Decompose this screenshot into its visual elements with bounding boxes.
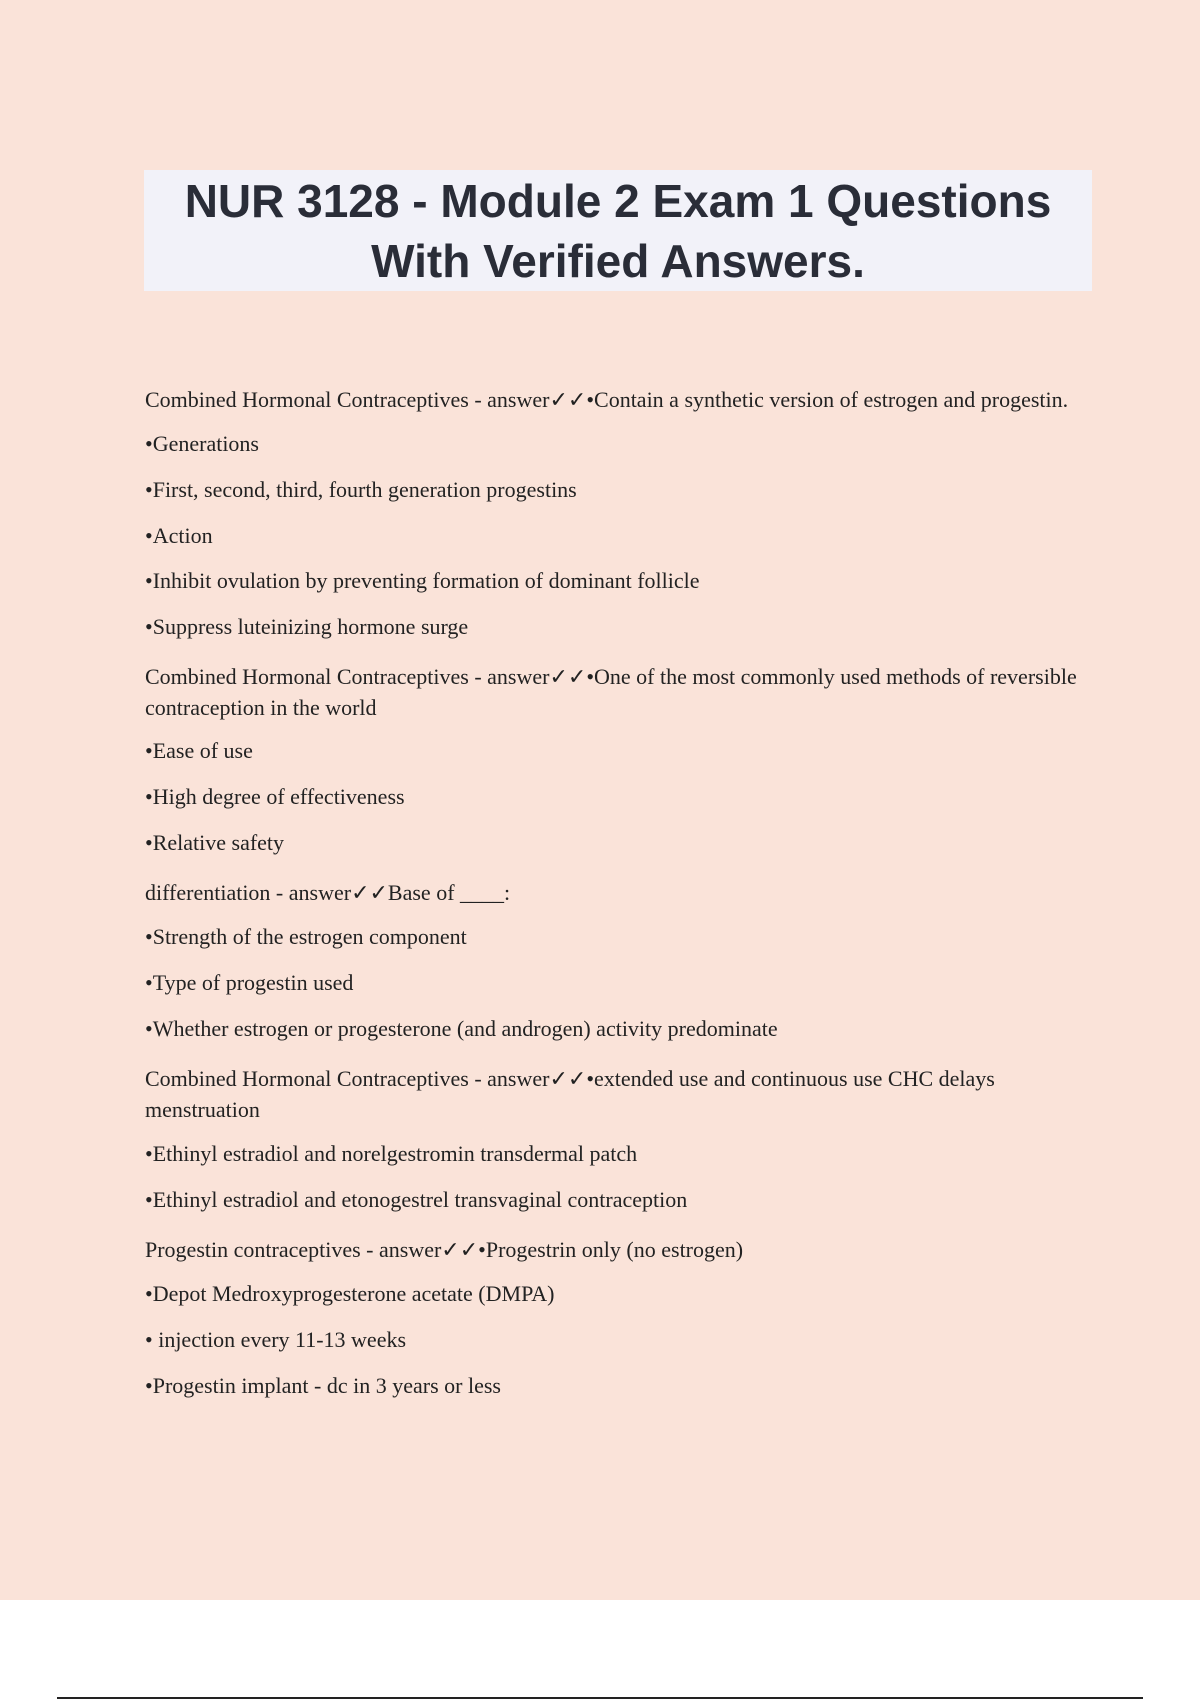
qa-bullet: •First, second, third, fourth generation progestins [145, 477, 577, 502]
qa-bullet: • injection every 11-13 weeks [145, 1327, 407, 1352]
document-content [145, 384, 1085, 1400]
title-banner [144, 170, 1092, 291]
qa-bullet: •Ethinyl estradiol and norelgestromin transdermal patch [145, 1141, 638, 1166]
qa-bullet: •Progestin implant - dc in 3 years or less [145, 1373, 501, 1398]
qa-bullet: •Generations [145, 431, 259, 456]
qa-bullet: •Ease of use [145, 738, 253, 763]
qa-bullet: •Type of progestin used [145, 970, 354, 995]
qa-heading: Progestin contraceptives - answer✓✓•Progestrin only (no estrogen) [145, 1237, 744, 1262]
qa-bullet: •Whether estrogen or progesterone (and androgen) activity predominate [145, 1016, 778, 1041]
qa-heading: Combined Hormonal Contraceptives - answer✓✓•One of the most commonly used methods of reversible contraception in the world [145, 664, 1077, 720]
qa-bullet: •Relative safety [145, 830, 285, 855]
qa-bullet: •Strength of the estrogen component [145, 924, 467, 949]
qa-bullet: •High degree of effectiveness [145, 784, 405, 809]
qa-bullet: •Ethinyl estradiol and etonogestrel transvaginal contraception [145, 1187, 688, 1212]
qa-bullet: •Depot Medroxyprogesterone acetate (DMPA) [145, 1281, 555, 1306]
qa-heading: differentiation - answer✓✓Base of ____: [145, 880, 511, 905]
qa-bullet: •Suppress luteinizing hormone surge [145, 614, 469, 639]
footer-divider [57, 1697, 1143, 1699]
qa-heading: Combined Hormonal Contraceptives - answer✓✓•extended use and continuous use CHC delays menstruation [145, 1066, 995, 1122]
qa-heading: Combined Hormonal Contraceptives - answer✓✓•Contain a synthetic version of estrogen and progestin. [145, 387, 1069, 412]
qa-bullet: •Inhibit ovulation by preventing formation of dominant follicle [145, 568, 700, 593]
document-title: NUR 3128 - Module 2 Exam 1 Questions With Verified Answers. [184, 174, 1052, 287]
qa-bullet: •Action [145, 523, 213, 548]
